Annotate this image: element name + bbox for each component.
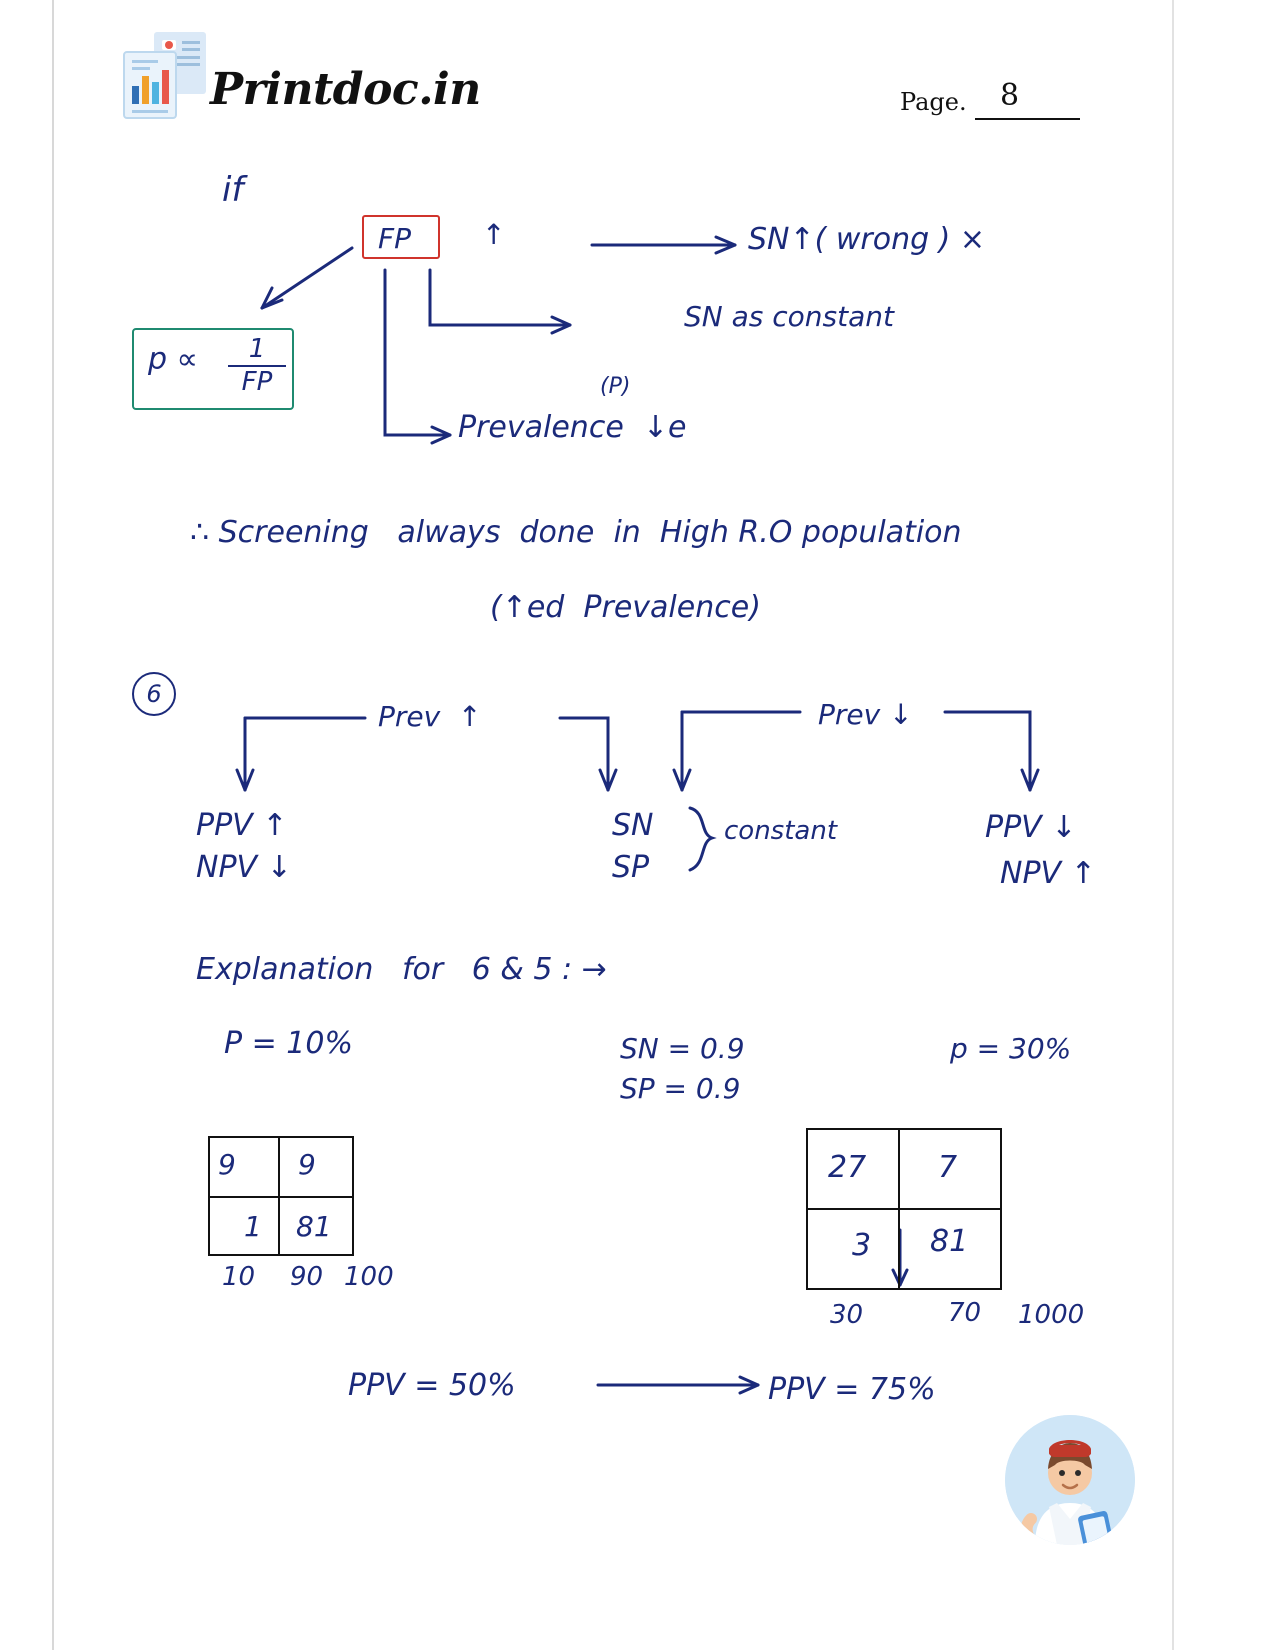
table-right-cell-a: 27: [828, 1150, 867, 1185]
ppv-left-result: PPV = 50%: [348, 1368, 516, 1403]
section-number-badge: 6: [132, 672, 176, 716]
sn-value: SN = 0.9: [620, 1032, 745, 1065]
prev-up-label: Prev ↑: [378, 700, 482, 733]
note-if: if: [222, 170, 244, 210]
left-outcome-ppv: PPV ↑: [196, 808, 288, 843]
table-left-hline: [208, 1196, 354, 1198]
prevalence-marker: (P): [600, 374, 631, 399]
middle-outcome-sp: SP: [612, 850, 650, 885]
table-right-total-1: 30: [830, 1300, 864, 1330]
table-right-hline: [806, 1208, 1002, 1210]
table-left-total-3: 100: [344, 1262, 394, 1292]
right-outcome-ppv: PPV ↓: [985, 810, 1077, 845]
table-left-total-1: 10: [222, 1262, 256, 1292]
document-chart-icon: [120, 28, 212, 124]
prevalence-right-value: p = 30%: [950, 1032, 1072, 1065]
conclusion-line-2: (↑ed Prevalence): [490, 590, 761, 625]
table-right-cell-d: 81: [930, 1224, 969, 1259]
page-label: Page.: [900, 88, 967, 116]
prevalence-text: Prevalence ↓e: [458, 410, 687, 445]
table-right-total-3: 1000: [1018, 1300, 1085, 1330]
table-right-cell-c: 3: [852, 1228, 872, 1263]
table-left-cell-a: 9: [218, 1148, 236, 1181]
table-right-vline: [898, 1128, 900, 1290]
fp-up-arrow: ↑: [482, 218, 506, 251]
fp-label: FP: [378, 222, 411, 255]
p-prop-numerator: 1: [248, 334, 266, 364]
table-left-cell-d: 81: [296, 1210, 332, 1243]
p-prop-label: p ∝: [148, 342, 199, 377]
right-outcome-npv: NPV ↑: [1000, 856, 1096, 891]
sp-value: SP = 0.9: [620, 1072, 741, 1105]
table-left-cell-c: 1: [244, 1210, 262, 1243]
table-right-cell-b: 7: [938, 1150, 958, 1185]
conclusion-line-1: ∴ Screening always done in High R.O population: [190, 515, 962, 550]
doctor-avatar-icon: [1005, 1415, 1135, 1545]
table-right-total-2: 70: [948, 1298, 982, 1328]
table-left-total-2: 90: [290, 1262, 324, 1292]
page-right-edge: [1172, 0, 1174, 1650]
table-left-cell-b: 9: [298, 1148, 316, 1181]
sn-constant-text: SN as constant: [684, 300, 894, 333]
page-number: 8: [1000, 78, 1020, 113]
p-prop-denominator: FP: [241, 367, 273, 398]
middle-outcome-sn: SN: [612, 808, 654, 843]
ppv-right-result: PPV = 75%: [768, 1372, 936, 1407]
p-prop-fraction: [228, 336, 286, 397]
brand-title: Printdoc.in: [210, 64, 481, 115]
explanation-heading: Explanation for 6 & 5 : →: [196, 952, 607, 987]
table-left-vline: [278, 1136, 280, 1256]
middle-brace-label: constant: [724, 816, 838, 846]
page-left-edge: [52, 0, 54, 1650]
prev-down-label: Prev ↓: [818, 698, 913, 731]
left-outcome-npv: NPV ↓: [196, 850, 292, 885]
page-number-underline: [975, 118, 1080, 120]
sn-wrong-text: SN↑( wrong ) ×: [748, 222, 986, 257]
prevalence-left-value: P = 10%: [224, 1026, 353, 1061]
